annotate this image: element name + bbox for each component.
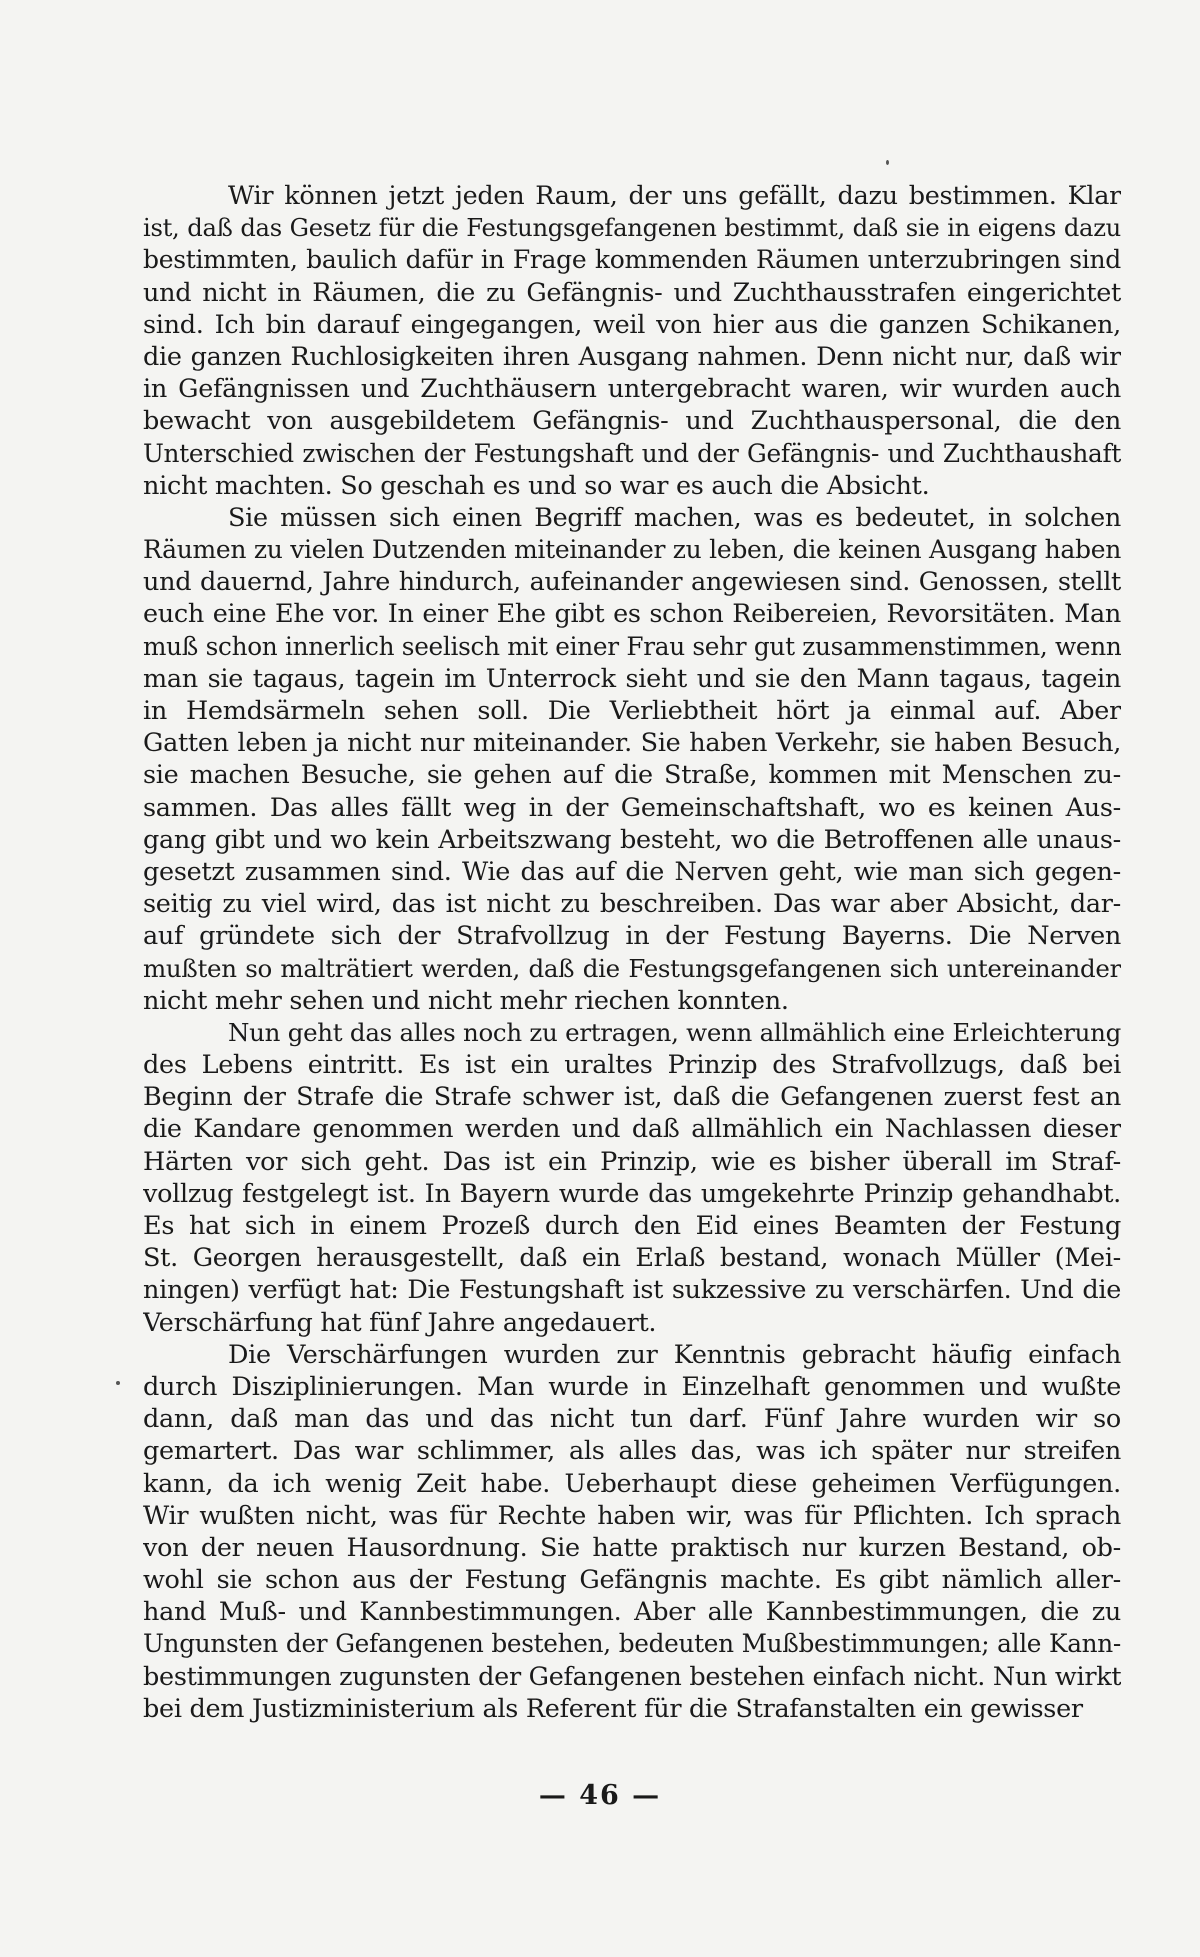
- text-line: Härten vor sich geht. Das ist ein Prinzip, wie es bisher überall im Straf-: [143, 1146, 1121, 1177]
- text-line: Ungunsten der Gefangenen bestehen, bedeuten Mußbestimmungen; alle Kann-: [143, 1629, 1121, 1659]
- text-line: vollzug festgelegt ist. In Bayern wurde das umgekehrte Prinzip gehandhabt.: [143, 1178, 1121, 1209]
- body-text: [143, 180, 1121, 1725]
- text-line: muß schon innerlich seelisch mit einer Frau sehr gut zusammenstimmen, wenn: [143, 631, 1121, 661]
- text-line: Sie müssen sich einen Begriff machen, was es bedeutet, in solchen: [228, 502, 1121, 533]
- text-line: gesetzt zusammen sind. Wie das auf die Nerven geht, wie man sich gegen-: [143, 856, 1121, 887]
- paragraph: [143, 502, 1121, 1017]
- text-line: die Kandare genommen werden und daß allmählich ein Nachlassen dieser: [143, 1114, 1121, 1145]
- text-line: Es hat sich in einem Prozeß durch den Eid eines Beamten der Festung: [143, 1211, 1121, 1241]
- text-line: dann, daß man das und das nicht tun darf. Fünf Jahre wurden wir so: [143, 1404, 1121, 1435]
- text-line: gemartert. Das war schlimmer, als alles das, was ich später nur streifen: [143, 1436, 1121, 1467]
- text-line: in Gefängnissen und Zuchthäusern untergebracht waren, wir wurden auch: [143, 374, 1121, 405]
- text-line: ist, daß das Gesetz für die Festungsgefangenen bestimmt, daß sie in eigens dazu: [143, 213, 1121, 243]
- text-line: von der neuen Hausordnung. Sie hatte praktisch nur kurzen Bestand, ob-: [143, 1532, 1121, 1563]
- text-line: bestimmten, baulich dafür in Frage kommenden Räumen unterzubringen sind: [143, 245, 1121, 275]
- text-line: sind. Ich bin darauf eingegangen, weil von hier aus die ganzen Schikanen,: [143, 309, 1121, 340]
- text-line: sie machen Besuche, sie gehen auf die Straße, kommen mit Menschen zu-: [143, 760, 1121, 791]
- text-line: Die Verschärfungen wurden zur Kenntnis gebracht häufig einfach: [228, 1339, 1121, 1370]
- text-line: und dauernd, Jahre hindurch, aufeinander angewiesen sind. Genossen, stellt: [143, 567, 1121, 598]
- text-line: in Hemdsärmeln sehen soll. Die Verliebtheit hört ja einmal auf. Aber: [143, 696, 1121, 726]
- text-line: wohl sie schon aus der Festung Gefängnis machte. Es gibt nämlich aller-: [143, 1565, 1121, 1596]
- text-line: des Lebens eintritt. Es ist ein uraltes Prinzip des Strafvollzugs, daß bei: [143, 1050, 1121, 1081]
- text-line: man sie tagaus, tagein im Unterrock sieht und sie den Mann tagaus, tagein: [143, 663, 1121, 694]
- text-line: ningen) verfügt hat: Die Festungshaft ist sukzessive zu verschärfen. Und die: [143, 1275, 1121, 1306]
- text-line: auf gründete sich der Strafvollzug in der Festung Bayerns. Die Nerven: [143, 921, 1121, 952]
- text-line: Gatten leben ja nicht nur miteinander. Sie haben Verkehr, sie haben Besuch,: [143, 728, 1121, 759]
- text-line: bewacht von ausgebildetem Gefängnis- und Zuchthauspersonal, die den: [143, 406, 1121, 437]
- print-speck: [886, 160, 889, 165]
- text-line: Räumen zu vielen Dutzenden miteinander zu leben, die keinen Ausgang haben: [143, 535, 1121, 565]
- paragraph: [143, 180, 1121, 502]
- text-line: die ganzen Ruchlosigkeiten ihren Ausgang nahmen. Denn nicht nur, daß wir: [143, 341, 1121, 372]
- text-line: Wir können jetzt jeden Raum, der uns gefällt, dazu bestimmen. Klar: [228, 181, 1121, 211]
- text-line: bestimmungen zugunsten der Gefangenen bestehen einfach nicht. Nun wirkt: [143, 1661, 1121, 1692]
- text-line: bei dem Justizministerium als Referent für die Strafanstalten ein gewisser: [143, 1693, 1083, 1724]
- page-number: — 46 —: [538, 1780, 662, 1811]
- text-line: Wir wußten nicht, was für Rechte haben wir, was für Pflichten. Ich sprach: [143, 1500, 1121, 1531]
- text-line: gang gibt und wo kein Arbeitszwang besteht, wo die Betroffenen alle unaus-: [143, 824, 1121, 855]
- text-line: hand Muß- und Kannbestimmungen. Aber alle Kannbestimmungen, die zu: [143, 1597, 1121, 1628]
- paragraph: [143, 1339, 1121, 1725]
- text-line: Unterschied zwischen der Festungshaft und der Gefängnis- und Zuchthaushaft: [143, 438, 1121, 468]
- text-line: durch Disziplinierungen. Man wurde in Einzelhaft genommen und wußte: [143, 1371, 1121, 1402]
- text-line: nicht machten. So geschah es und so war es auch die Absicht.: [143, 470, 930, 501]
- text-line: kann, da ich wenig Zeit habe. Ueberhaupt diese geheimen Verfügungen.: [143, 1468, 1121, 1499]
- text-line: und nicht in Räumen, die zu Gefängnis- und Zuchthausstrafen eingerichtet: [143, 277, 1121, 308]
- text-line: euch eine Ehe vor. In einer Ehe gibt es schon Reibereien, Revorsitäten. Man: [143, 599, 1121, 630]
- text-line: Nun geht das alles noch zu ertragen, wenn allmählich eine Erleichterung: [228, 1017, 1121, 1047]
- text-line: mußten so malträtiert werden, daß die Festungsgefangenen sich untereinander: [143, 953, 1121, 983]
- text-line: Beginn der Strafe die Strafe schwer ist, daß die Gefangenen zuerst fest an: [143, 1082, 1121, 1113]
- print-speck: [116, 1381, 120, 1385]
- text-line: nicht mehr sehen und nicht mehr riechen konnten.: [143, 985, 789, 1016]
- paragraph: [143, 1017, 1121, 1339]
- text-line: sammen. Das alles fällt weg in der Gemeinschaftshaft, wo es keinen Aus-: [143, 792, 1121, 823]
- text-line: seitig zu viel wird, das ist nicht zu beschreiben. Das war aber Absicht, dar-: [143, 889, 1121, 920]
- text-line: St. Georgen herausgestellt, daß ein Erlaß bestand, wonach Müller (Mei-: [143, 1243, 1121, 1274]
- text-line: Verschärfung hat fünf Jahre angedauert.: [143, 1307, 657, 1338]
